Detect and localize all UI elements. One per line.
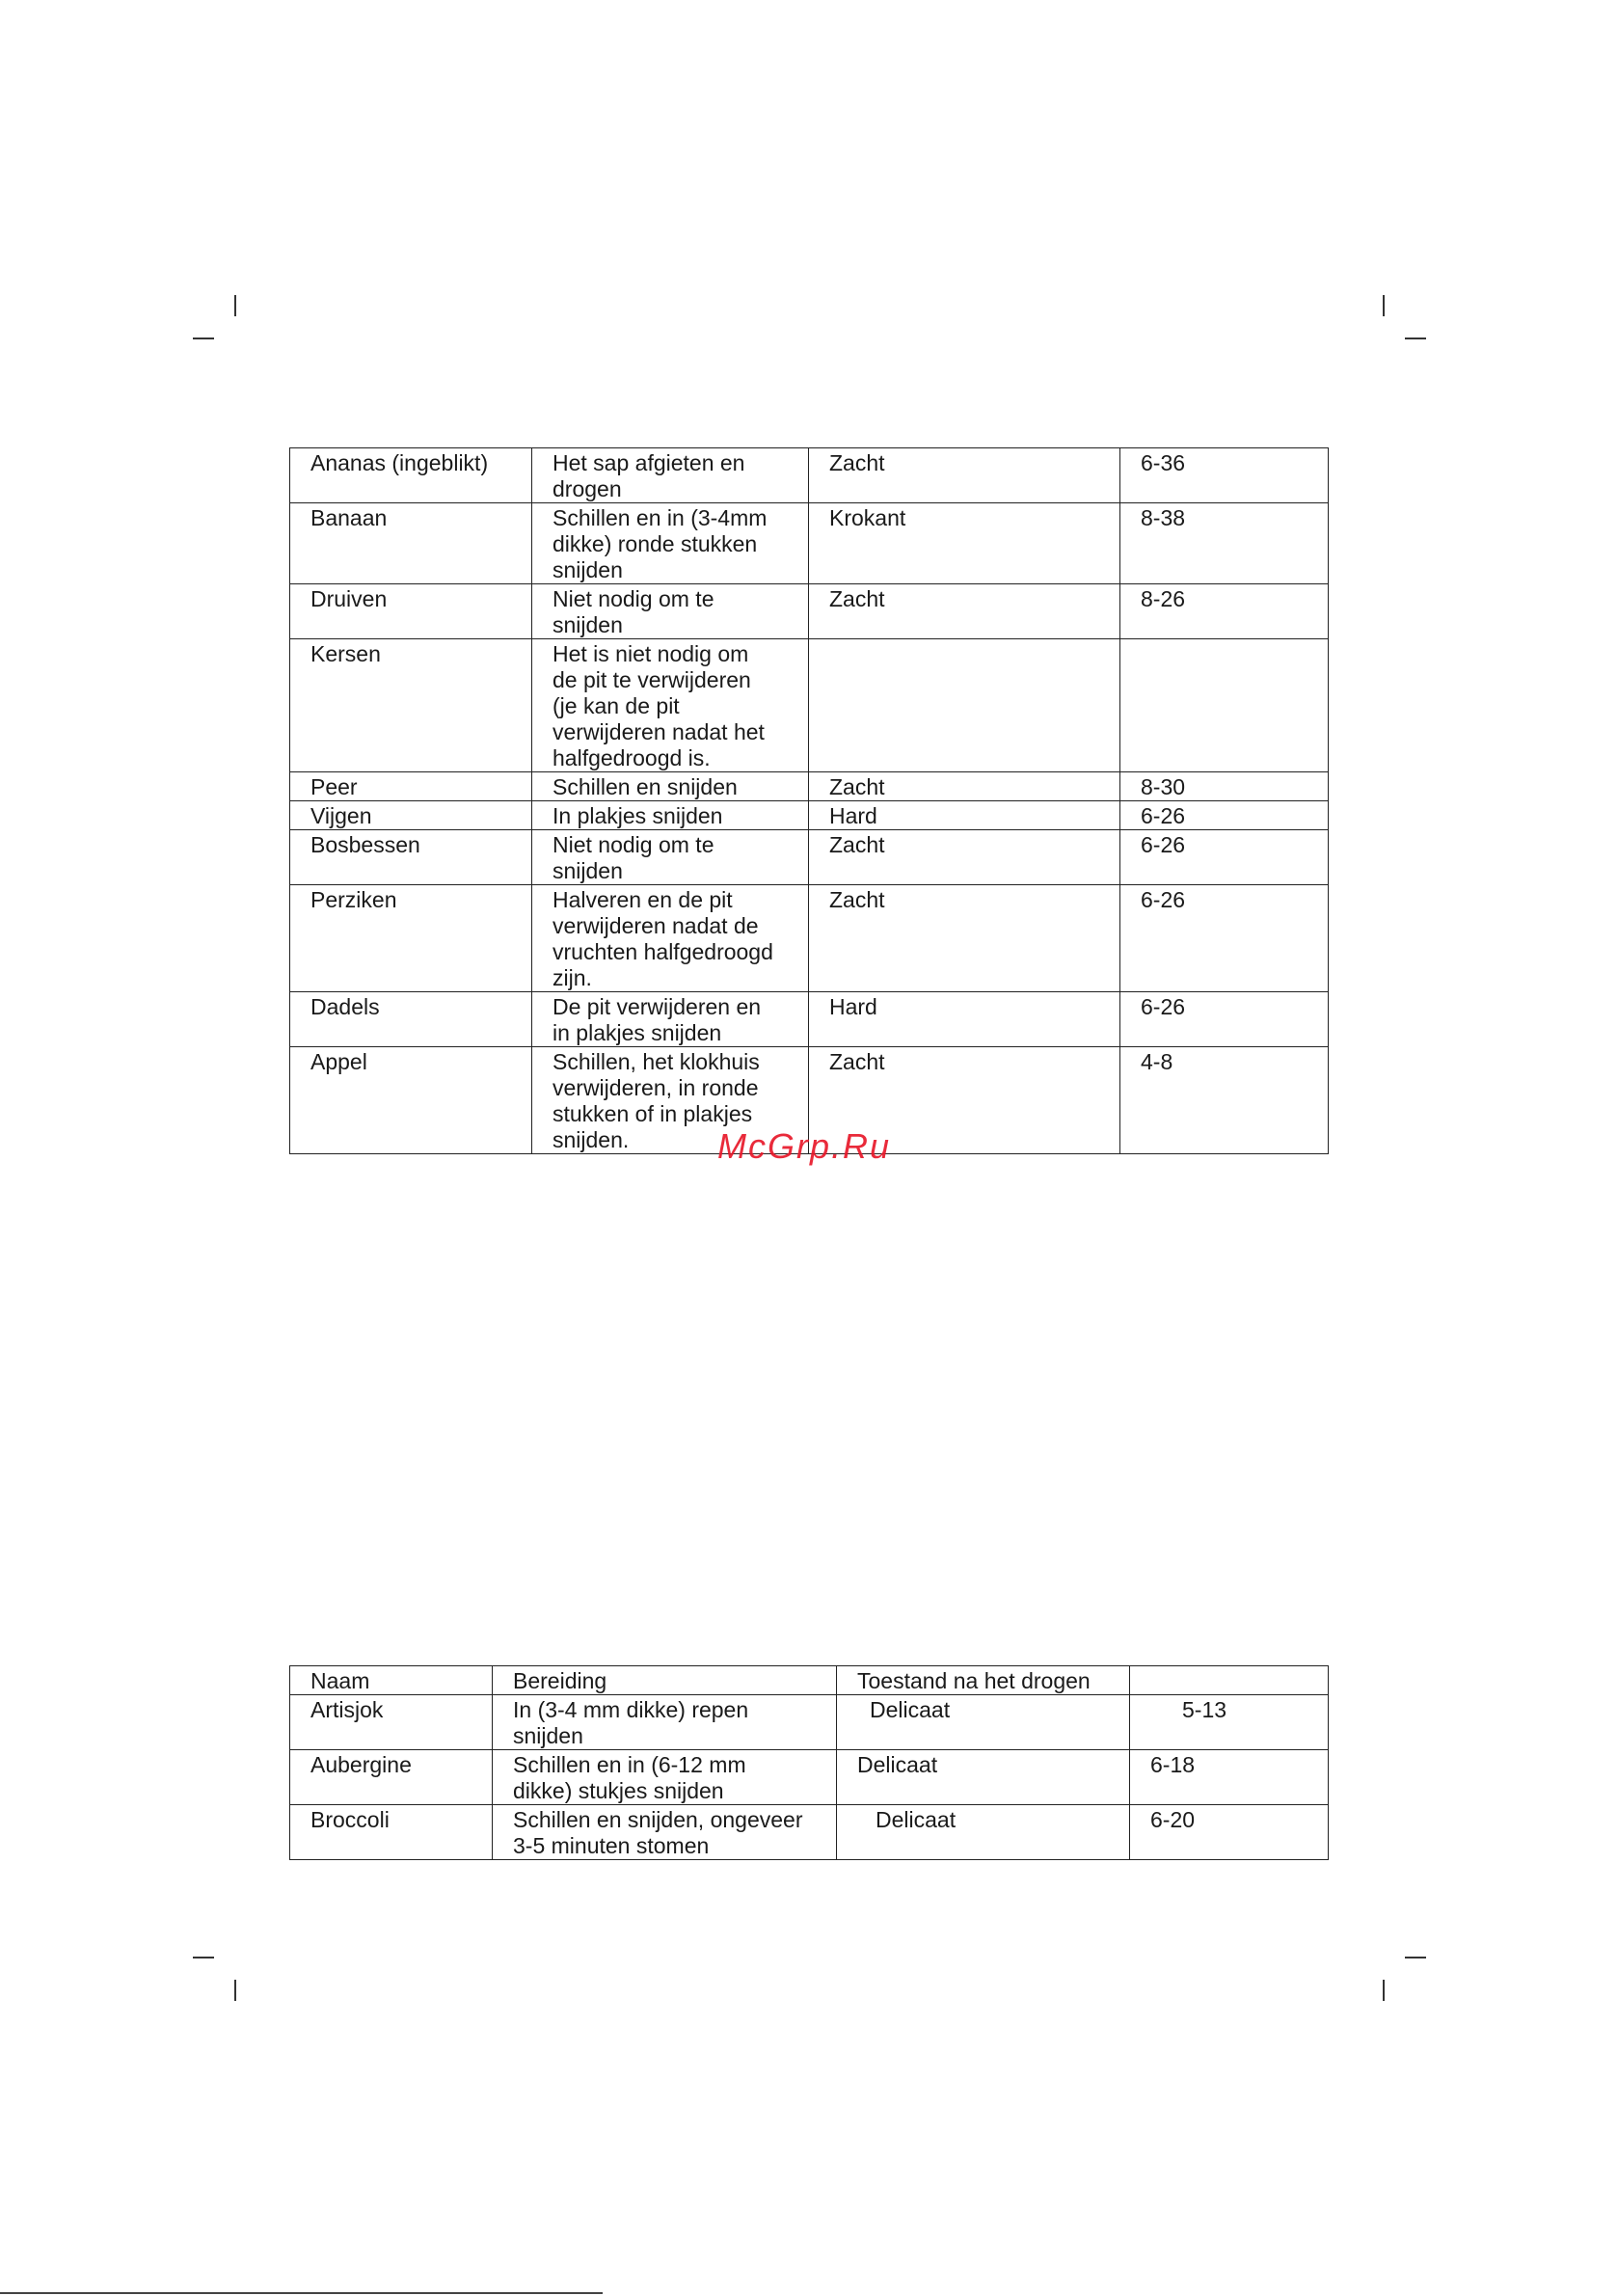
table-row <box>290 448 1329 503</box>
cell-time: 8-30 <box>1120 772 1329 801</box>
table-row <box>290 1695 1329 1750</box>
crop-mark-bottom-left-h <box>193 1957 214 1958</box>
cell-prep: Het is niet nodig om de pit te verwijderen (je kan de pit verwijderen nadat het halfgedroogd is. <box>532 639 809 772</box>
table-row <box>290 503 1329 584</box>
cell-state: Hard <box>809 992 1120 1047</box>
table-row <box>290 772 1329 801</box>
header-state: Toestand na het drogen <box>837 1666 1130 1695</box>
header-name: Naam <box>290 1666 493 1695</box>
cell-state: Krokant <box>809 503 1120 584</box>
cell-state: Delicaat <box>837 1750 1130 1805</box>
cell-time: 8-26 <box>1120 584 1329 639</box>
cell-name: Peer <box>290 772 532 801</box>
cell-prep: Niet nodig om te snijden <box>532 584 809 639</box>
cell-prep: In (3-4 mm dikke) repen snijden <box>493 1695 837 1750</box>
cell-time: 6-26 <box>1120 801 1329 830</box>
cell-name: Broccoli <box>290 1805 493 1860</box>
crop-mark-bottom-left-v <box>234 1980 236 2001</box>
cell-name: Aubergine <box>290 1750 493 1805</box>
crop-mark-top-left-v <box>234 295 236 316</box>
crop-mark-bottom-right-h <box>1405 1957 1426 1958</box>
crop-mark-top-left-h <box>193 338 214 339</box>
cell-time: 6-36 <box>1120 448 1329 503</box>
cell-name: Dadels <box>290 992 532 1047</box>
cell-state: Delicaat <box>837 1695 1130 1750</box>
cell-time: 4-8 <box>1120 1047 1329 1154</box>
cell-state: Zacht <box>809 885 1120 992</box>
cell-name: Ananas (ingeblikt) <box>290 448 532 503</box>
cell-prep: Schillen en snijden <box>532 772 809 801</box>
cell-time: 8-38 <box>1120 503 1329 584</box>
cell-time: 6-26 <box>1120 885 1329 992</box>
table-row <box>290 1750 1329 1805</box>
cell-name: Vijgen <box>290 801 532 830</box>
cell-prep: Het sap afgieten en drogen <box>532 448 809 503</box>
cell-state: Zacht <box>809 448 1120 503</box>
cell-prep: Schillen, het klokhuis verwijderen, in ronde stukken of in plakjes snijden. <box>532 1047 809 1154</box>
cell-prep: Schillen en snijden, ongeveer 3-5 minuten stomen <box>493 1805 837 1860</box>
cell-time <box>1120 639 1329 772</box>
cell-state: Delicaat <box>837 1805 1130 1860</box>
cell-name: Appel <box>290 1047 532 1154</box>
table-row <box>290 584 1329 639</box>
cell-time: 6-18 <box>1130 1750 1329 1805</box>
header-time <box>1130 1666 1329 1695</box>
crop-mark-top-right-v <box>1383 295 1385 316</box>
vegetable-drying-table <box>289 1665 1329 1860</box>
cell-prep: Halveren en de pit verwijderen nadat de vruchten halfgedroogd zijn. <box>532 885 809 992</box>
cell-prep: Schillen en in (3-4mm dikke) ronde stukken snijden <box>532 503 809 584</box>
watermark: McGrp.Ru <box>717 1126 892 1166</box>
cell-name: Artisjok <box>290 1695 493 1750</box>
cell-time: 5-13 <box>1130 1695 1329 1750</box>
cell-state: Zacht <box>809 584 1120 639</box>
cell-name: Bosbessen <box>290 830 532 885</box>
table-row <box>290 992 1329 1047</box>
crop-mark-top-right-h <box>1405 338 1426 339</box>
cell-time: 6-26 <box>1120 992 1329 1047</box>
cell-state: Hard <box>809 801 1120 830</box>
table-row <box>290 1805 1329 1860</box>
cell-state: Zacht <box>809 772 1120 801</box>
cell-name: Druiven <box>290 584 532 639</box>
table-row <box>290 639 1329 772</box>
cell-prep: De pit verwijderen en in plakjes snijden <box>532 992 809 1047</box>
table-header-row <box>290 1666 1329 1695</box>
header-prep: Bereiding <box>493 1666 837 1695</box>
cell-name: Banaan <box>290 503 532 584</box>
footer-rule <box>0 2292 603 2294</box>
cell-prep: In plakjes snijden <box>532 801 809 830</box>
table-row <box>290 830 1329 885</box>
fruit-table-body <box>290 448 1329 1154</box>
table-row <box>290 801 1329 830</box>
cell-name: Kersen <box>290 639 532 772</box>
cell-time: 6-26 <box>1120 830 1329 885</box>
cell-state: Zacht <box>809 830 1120 885</box>
cell-state <box>809 639 1120 772</box>
cell-prep: Schillen en in (6-12 mm dikke) stukjes snijden <box>493 1750 837 1805</box>
crop-mark-bottom-right-v <box>1383 1980 1385 2001</box>
vegetable-table-body <box>290 1666 1329 1860</box>
cell-time: 6-20 <box>1130 1805 1329 1860</box>
cell-prep: Niet nodig om te snijden <box>532 830 809 885</box>
cell-state: Zacht <box>809 1047 1120 1154</box>
fruit-drying-table <box>289 447 1329 1154</box>
cell-name: Perziken <box>290 885 532 992</box>
table-row <box>290 885 1329 992</box>
